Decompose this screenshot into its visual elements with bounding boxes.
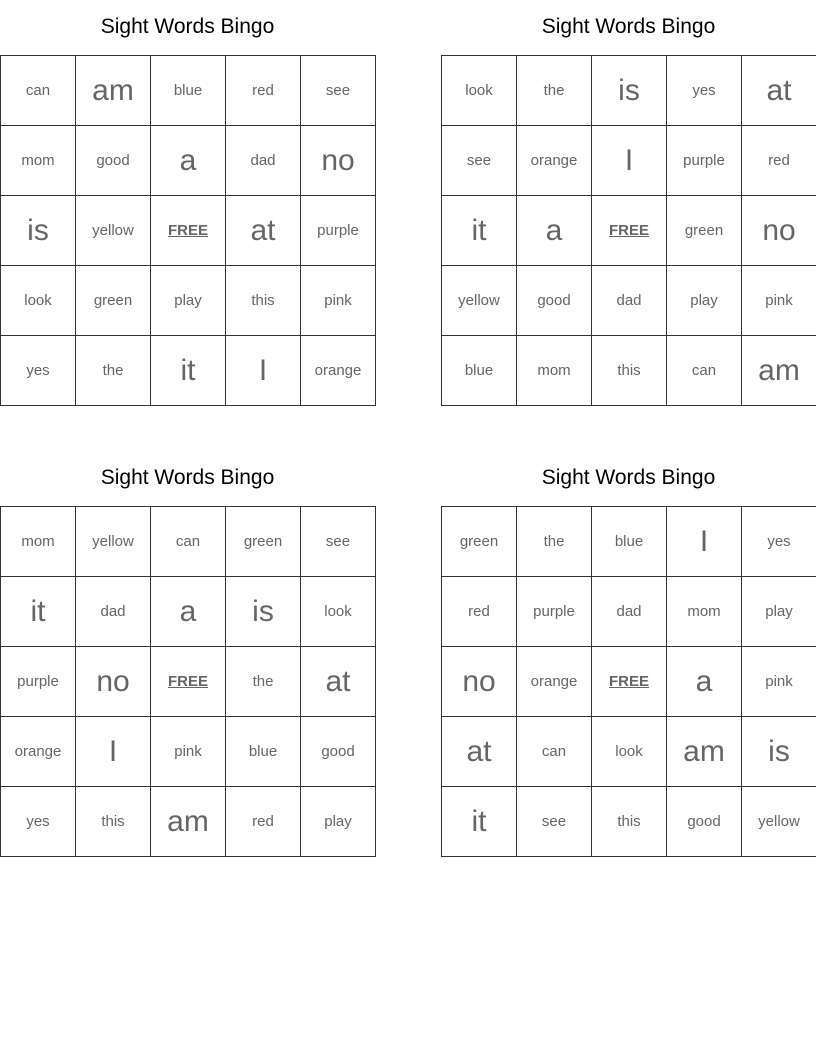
grid-row <box>1 336 376 406</box>
bingo-cell: purple <box>517 577 592 647</box>
bingo-cell: at <box>226 196 301 266</box>
bingo-cell: pink <box>151 717 226 787</box>
bingo-cell: see <box>517 787 592 857</box>
bingo-cell: purple <box>667 126 742 196</box>
bingo-cell: mom <box>667 577 742 647</box>
bingo-cell: a <box>667 647 742 717</box>
bingo-cell: a <box>151 126 226 196</box>
grid-row <box>442 787 816 857</box>
bingo-cell: look <box>1 266 76 336</box>
bingo-cell: mom <box>517 336 592 406</box>
bingo-cell: at <box>442 717 517 787</box>
bingo-cell: yes <box>1 787 76 857</box>
bingo-cell: yellow <box>76 507 151 577</box>
grid-row <box>442 266 816 336</box>
bingo-cell: this <box>592 336 667 406</box>
bingo-cell: at <box>742 56 816 126</box>
bingo-cell: play <box>667 266 742 336</box>
free-space: FREE <box>592 196 667 266</box>
bingo-cell: pink <box>742 647 816 717</box>
bingo-cell: am <box>667 717 742 787</box>
card-title: Sight Words Bingo <box>541 15 716 38</box>
grid-row <box>1 266 376 336</box>
bingo-cell: a <box>151 577 226 647</box>
card-title: Sight Words Bingo <box>541 466 716 489</box>
grid-row <box>1 717 376 787</box>
bingo-cell: good <box>301 717 376 787</box>
bingo-cell: I <box>667 507 742 577</box>
bingo-cell: green <box>226 507 301 577</box>
bingo-cell: the <box>76 336 151 406</box>
free-space: FREE <box>151 647 226 717</box>
bingo-cell: a <box>517 196 592 266</box>
bingo-cell: good <box>667 787 742 857</box>
bingo-cell: blue <box>151 56 226 126</box>
bingo-cell: it <box>151 336 226 406</box>
bingo-cell: is <box>1 196 76 266</box>
grid-row <box>442 126 816 196</box>
bingo-grid <box>441 55 816 406</box>
bingo-cell: red <box>742 126 816 196</box>
bingo-cell: red <box>442 577 517 647</box>
bingo-cell: yes <box>1 336 76 406</box>
bingo-cell: orange <box>301 336 376 406</box>
bingo-cell: see <box>442 126 517 196</box>
bingo-cell: green <box>667 196 742 266</box>
bingo-cell: is <box>226 577 301 647</box>
bingo-cell: I <box>592 126 667 196</box>
grid-row <box>442 196 816 266</box>
bingo-cell: look <box>301 577 376 647</box>
bingo-cell: good <box>76 126 151 196</box>
bingo-cell: can <box>517 717 592 787</box>
bingo-cell: blue <box>442 336 517 406</box>
grid-row <box>442 507 816 577</box>
grid-row <box>1 56 376 126</box>
grid-row <box>442 577 816 647</box>
grid-row <box>1 126 376 196</box>
free-space: FREE <box>151 196 226 266</box>
bingo-cell: it <box>442 787 517 857</box>
grid-row <box>442 647 816 717</box>
bingo-cell: no <box>742 196 816 266</box>
bingo-cell: pink <box>301 266 376 336</box>
bingo-cell: no <box>76 647 151 717</box>
bingo-cell: orange <box>517 126 592 196</box>
bingo-cell: yellow <box>742 787 816 857</box>
grid-row <box>1 196 376 266</box>
grid-row <box>442 717 816 787</box>
bingo-grid <box>0 506 376 857</box>
bingo-card-1 <box>0 8 375 406</box>
bingo-cell: play <box>151 266 226 336</box>
bingo-cell: at <box>301 647 376 717</box>
bingo-cell: dad <box>592 266 667 336</box>
bingo-cell: red <box>226 787 301 857</box>
bingo-cell: is <box>742 717 816 787</box>
bingo-cell: am <box>151 787 226 857</box>
bingo-card-2 <box>441 8 816 406</box>
bingo-cell: yes <box>667 56 742 126</box>
bingo-cell: pink <box>742 266 816 336</box>
card-title: Sight Words Bingo <box>100 15 275 38</box>
bingo-cell: the <box>517 56 592 126</box>
bingo-cell: this <box>76 787 151 857</box>
bingo-card-4 <box>441 459 816 857</box>
bingo-cell: look <box>442 56 517 126</box>
bingo-cell: orange <box>517 647 592 717</box>
card-title: Sight Words Bingo <box>100 466 275 489</box>
bingo-cell: am <box>742 336 816 406</box>
grid-row <box>442 336 816 406</box>
grid-row <box>1 647 376 717</box>
bingo-cell: can <box>667 336 742 406</box>
bingo-cell: blue <box>226 717 301 787</box>
bingo-cell: play <box>301 787 376 857</box>
bingo-cell: see <box>301 56 376 126</box>
bingo-cell: dad <box>226 126 301 196</box>
bingo-cell: green <box>76 266 151 336</box>
bingo-cell: the <box>517 507 592 577</box>
grid-row <box>1 787 376 857</box>
bingo-cell: yes <box>742 507 816 577</box>
grid-row <box>1 577 376 647</box>
grid-row <box>1 507 376 577</box>
bingo-cell: yellow <box>76 196 151 266</box>
bingo-cell: the <box>226 647 301 717</box>
bingo-cell: blue <box>592 507 667 577</box>
grid-row <box>442 56 816 126</box>
bingo-grid <box>0 55 376 406</box>
bingo-cell: can <box>151 507 226 577</box>
bingo-cell: look <box>592 717 667 787</box>
bingo-cell: no <box>442 647 517 717</box>
bingo-cell: I <box>76 717 151 787</box>
bingo-cell: see <box>301 507 376 577</box>
bingo-cell: good <box>517 266 592 336</box>
bingo-cell: no <box>301 126 376 196</box>
bingo-cell: green <box>442 507 517 577</box>
bingo-cell: play <box>742 577 816 647</box>
bingo-cell: it <box>442 196 517 266</box>
bingo-cell: it <box>1 577 76 647</box>
bingo-cell: purple <box>1 647 76 717</box>
bingo-cell: mom <box>1 507 76 577</box>
bingo-cell: I <box>226 336 301 406</box>
bingo-cell: dad <box>592 577 667 647</box>
bingo-cell: orange <box>1 717 76 787</box>
bingo-cell: can <box>1 56 76 126</box>
bingo-cell: purple <box>301 196 376 266</box>
bingo-cell: this <box>592 787 667 857</box>
bingo-cell: this <box>226 266 301 336</box>
bingo-cell: mom <box>1 126 76 196</box>
bingo-cell: is <box>592 56 667 126</box>
free-space: FREE <box>592 647 667 717</box>
bingo-cell: am <box>76 56 151 126</box>
bingo-grid <box>441 506 816 857</box>
bingo-cell: dad <box>76 577 151 647</box>
bingo-card-3 <box>0 459 375 857</box>
bingo-cell: red <box>226 56 301 126</box>
bingo-cell: yellow <box>442 266 517 336</box>
